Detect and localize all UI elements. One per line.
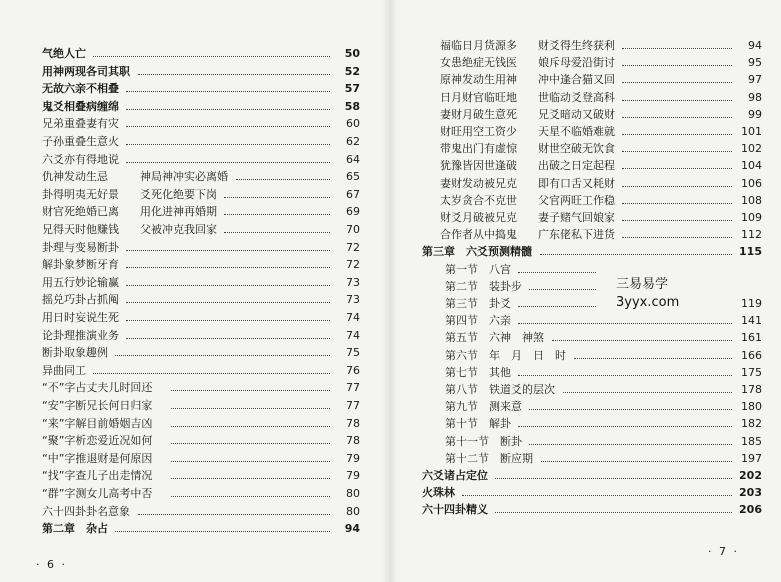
leader-dots — [541, 461, 732, 462]
toc-entry-page: 73 — [346, 293, 360, 307]
toc-entry-title: 无故六亲不相叠 — [42, 82, 119, 96]
leader-dots — [224, 232, 330, 233]
toc-entry-title: 女患绝症无钱医 — [440, 56, 517, 70]
toc-entry — [445, 433, 762, 451]
toc-entry-page: 80 — [346, 504, 360, 518]
leader-dots — [138, 74, 330, 75]
toc-entry — [42, 362, 360, 380]
leader-dots — [115, 355, 330, 356]
toc-entry-subtitle: 即有口舌又耗财 — [538, 176, 615, 190]
toc-entry-subtitle: 财爻得生终获利 — [538, 39, 615, 52]
toc-entry-title: 第八节 铁道爻的层次 — [445, 383, 555, 396]
leader-dots — [622, 100, 732, 101]
leader-dots — [622, 117, 732, 118]
leader-dots — [126, 320, 330, 321]
leader-dots — [622, 220, 732, 221]
toc-entry-title: 六爻诸占定位 — [422, 469, 488, 482]
toc-entry-subtitle: 广东佬私下进货 — [538, 228, 615, 242]
toc-entry-page: 50 — [344, 47, 360, 60]
toc-entry-title: 气绝人亡 — [42, 47, 86, 60]
toc-entry-title: 卦得明夷无好景 — [42, 187, 119, 201]
toc-entry — [42, 415, 360, 433]
toc-entry — [422, 243, 762, 261]
leader-dots — [126, 162, 330, 163]
toc-entry-title: 子孙重叠生意火 — [42, 135, 119, 148]
toc-entry-title: 摇兑巧卦占抓阄 — [42, 293, 119, 307]
leader-dots — [622, 168, 732, 169]
toc-entry-page: 99 — [748, 107, 762, 121]
toc-entry-page: 79 — [346, 469, 360, 483]
leader-dots — [138, 514, 330, 515]
toc-entry — [42, 344, 360, 362]
toc-entry-page: 72 — [346, 240, 360, 254]
leader-dots — [171, 478, 330, 479]
leader-dots — [171, 390, 330, 391]
toc-entry-title: 日月财官临旺地 — [440, 90, 517, 104]
toc-entry-page: 62 — [346, 135, 360, 148]
toc-entry-page: 203 — [739, 486, 762, 500]
toc-entry-subtitle: 冲中逢合猫又回 — [538, 73, 615, 87]
toc-entry-title: 妻财月破生意死 — [440, 107, 517, 121]
leader-dots — [115, 531, 330, 532]
watermark-line-2: 3yyx.com — [616, 295, 680, 310]
toc-entry-page: 74 — [346, 328, 360, 342]
toc-entry — [42, 291, 360, 309]
toc-entry-subtitle: 爻死化绝要下岗 — [140, 187, 217, 201]
toc-entry-page: 57 — [344, 82, 360, 96]
toc-entry-title: “群”字测女儿高考中否 — [42, 487, 153, 500]
leader-dots — [529, 409, 732, 410]
toc-entry-page: 98 — [748, 90, 762, 104]
leader-dots — [171, 426, 330, 427]
toc-entry-title: 第四节 六亲 — [445, 314, 511, 328]
toc-entry-subtitle: 用化进神再婚期 — [140, 205, 217, 219]
toc-entry-page: 60 — [346, 117, 360, 131]
toc-entry-title: 犹豫皆因世逢破 — [440, 159, 517, 173]
toc-entry-title: 第三节 卦爻 — [445, 297, 511, 310]
toc-entry-title: 鬼爻相叠病缠绵 — [42, 99, 119, 113]
toc-entry-title: 第三章 六爻预测精髓 — [422, 245, 532, 259]
toc-entry-page: 206 — [739, 503, 762, 517]
toc-entry-page: 69 — [346, 205, 360, 219]
toc-entry — [445, 329, 762, 347]
leader-dots — [622, 82, 732, 83]
toc-entry — [440, 106, 762, 124]
leader-dots — [563, 392, 732, 393]
toc-entry — [445, 450, 762, 468]
toc-entry-title: 财旺用空工资少 — [440, 125, 517, 138]
toc-entry — [42, 379, 360, 397]
toc-entry-page: 182 — [741, 417, 762, 431]
toc-entry-title: 用五行妙论输赢 — [42, 275, 119, 289]
toc-entry — [42, 63, 360, 81]
toc-entry-page: 101 — [741, 125, 762, 138]
toc-entry-page: 94 — [344, 522, 360, 536]
toc-entry — [440, 226, 762, 244]
leader-dots — [126, 302, 330, 303]
toc-entry — [440, 71, 762, 89]
toc-entry-page: 161 — [741, 331, 762, 345]
toc-entry — [445, 364, 762, 382]
toc-entry-title: 第九节 测来意 — [445, 400, 522, 414]
toc-entry — [440, 157, 762, 175]
toc-entry-page: 77 — [346, 399, 360, 412]
leader-dots — [552, 340, 732, 341]
toc-entry-title: “来”字解目前婚姻吉凶 — [42, 416, 153, 430]
toc-entry — [42, 203, 360, 221]
leader-dots — [93, 56, 330, 57]
leader-dots — [224, 197, 330, 198]
toc-entry-page: 77 — [346, 381, 360, 395]
toc-entry-title: 兄弟重叠妻有灾 — [42, 117, 119, 131]
toc-entry-title: 仇神发动生忌 — [42, 170, 108, 184]
leader-dots — [126, 109, 330, 110]
toc-entry — [440, 175, 762, 193]
toc-entry-page: 67 — [346, 187, 360, 201]
toc-entry-page: 78 — [346, 434, 360, 448]
leader-dots — [126, 250, 330, 251]
toc-entry-subtitle: 出破之日定起程 — [538, 159, 615, 173]
leader-dots — [126, 144, 330, 145]
toc-entry-title: 第十二节 断应期 — [445, 451, 533, 465]
toc-entry-title: 第二节 装卦步 — [445, 279, 522, 293]
toc-entry-title: 第五节 六神 神煞 — [445, 331, 544, 345]
toc-entry-title: 六十四卦精义 — [422, 503, 488, 517]
toc-entry-page: 94 — [748, 39, 762, 52]
toc-entry — [42, 274, 360, 292]
toc-entry-page: 76 — [346, 363, 360, 377]
toc-entry-title: “不”字占丈夫儿时回还 — [42, 381, 153, 395]
toc-entry-subtitle: 天星不临婚难就 — [538, 125, 615, 138]
toc-entry-page: 141 — [741, 314, 762, 328]
toc-entry — [42, 397, 360, 415]
toc-entry — [42, 151, 360, 169]
leader-dots — [126, 126, 330, 127]
toc-entry-title: 福临日月货源多 — [440, 39, 517, 52]
leader-dots — [518, 426, 732, 427]
leader-dots — [462, 495, 732, 496]
leader-dots — [126, 91, 330, 92]
toc-entry — [42, 239, 360, 257]
toc-entry — [422, 501, 762, 519]
leader-dots — [126, 338, 330, 339]
toc-entry — [445, 398, 762, 416]
toc-entry — [42, 186, 360, 204]
toc-entry-title: “找”字查儿子出走情况 — [42, 469, 153, 483]
toc-entry-title: 第二章 杂占 — [42, 522, 108, 536]
toc-entry-page: 79 — [346, 451, 360, 465]
toc-entry — [440, 209, 762, 227]
toc-entry-page: 58 — [344, 99, 360, 113]
toc-entry — [445, 381, 762, 399]
toc-entry-title: 第六节 年 月 日 时 — [445, 348, 566, 362]
toc-entry — [42, 115, 360, 133]
toc-entry — [445, 415, 762, 433]
toc-entry — [42, 432, 360, 450]
leader-dots — [126, 285, 330, 286]
toc-entry — [42, 327, 360, 345]
toc-entry-page: 109 — [741, 211, 762, 224]
toc-entry-title: 六爻亦有得地说 — [42, 152, 119, 166]
toc-entry-subtitle: 世临动爻登高科 — [538, 90, 615, 104]
toc-entry — [422, 467, 762, 485]
toc-entry-page: 104 — [741, 159, 762, 173]
toc-entry-page: 72 — [346, 258, 360, 272]
toc-entry-page: 80 — [346, 487, 360, 500]
toc-entry — [42, 45, 360, 63]
toc-entry-title: 第十一节 断卦 — [445, 434, 522, 448]
toc-entry-page: 73 — [346, 275, 360, 289]
toc-entry-page: 119 — [741, 297, 762, 310]
leader-dots — [574, 358, 732, 359]
watermark — [616, 276, 708, 312]
toc-entry — [440, 37, 762, 55]
toc-entry-page: 180 — [741, 400, 762, 414]
toc-entry-subtitle: 父官两旺工作稳 — [538, 193, 615, 207]
left-page — [0, 0, 390, 582]
toc-entry-page: 112 — [741, 228, 762, 242]
toc-entry-title: 原神发动生用神 — [440, 73, 517, 87]
toc-entry-page: 197 — [741, 451, 762, 465]
toc-entry-subtitle: 神局神冲实必离婚 — [140, 170, 228, 184]
toc-entry-title: 第一节 八宫 — [445, 262, 511, 276]
toc-entry-title: 异曲同工 — [42, 363, 86, 377]
toc-entry-page: 78 — [346, 416, 360, 430]
toc-entry-page: 108 — [741, 193, 762, 207]
toc-entry-page: 70 — [346, 223, 360, 236]
toc-entry-title: “中”字推退财是何原因 — [42, 451, 153, 465]
toc-entry-page: 64 — [346, 152, 360, 166]
toc-entry-page: 74 — [346, 311, 360, 324]
toc-entry — [42, 520, 360, 538]
toc-entry-page: 166 — [741, 348, 762, 362]
leader-dots — [622, 134, 732, 135]
toc-entry-page: 65 — [346, 170, 360, 184]
leader-dots — [622, 65, 732, 66]
toc-entry-subtitle: 娘斥母爱沿街讨 — [538, 56, 615, 70]
leader-dots — [93, 373, 330, 374]
leader-dots — [224, 214, 330, 215]
toc-entry-subtitle: 父被冲克我回家 — [140, 223, 217, 236]
leader-dots — [622, 186, 732, 187]
toc-entry — [42, 133, 360, 151]
toc-entry-page: 97 — [748, 73, 762, 87]
leader-dots — [622, 237, 732, 238]
toc-entry-page: 178 — [741, 383, 762, 396]
toc-entry — [42, 503, 360, 521]
toc-entry — [42, 221, 360, 239]
toc-entry-title: 解卦象梦断牙育 — [42, 258, 119, 272]
toc-entry-page: 106 — [741, 176, 762, 190]
toc-entry-title: 妻财发动被兄克 — [440, 176, 517, 190]
toc-entry — [440, 89, 762, 107]
toc-entry-title: 论卦理推演业务 — [42, 328, 119, 342]
toc-entry-page: 52 — [344, 64, 360, 78]
leader-dots — [529, 444, 732, 445]
toc-entry-page: 95 — [748, 56, 762, 70]
toc-entry-title: 火珠林 — [422, 486, 455, 500]
toc-entry-page: 185 — [741, 434, 762, 448]
toc-entry-title: 太岁贪合不克世 — [440, 193, 517, 207]
toc-entry-title: 第七节 其他 — [445, 365, 511, 379]
toc-entry — [440, 192, 762, 210]
leader-dots — [171, 408, 330, 409]
toc-entry — [445, 347, 762, 365]
leader-dots — [518, 375, 732, 376]
leader-dots — [518, 323, 732, 324]
leader-dots — [171, 443, 330, 444]
leader-dots — [495, 512, 732, 513]
toc-entry-title: 卦理与变易断卦 — [42, 240, 119, 254]
toc-entry-title: 断卦取象趣例 — [42, 346, 108, 360]
toc-entry — [440, 54, 762, 72]
leader-dots — [495, 478, 732, 479]
watermark-line-1: 三易易学 — [616, 277, 669, 292]
toc-entry-title: 用日时妄说生死 — [42, 311, 119, 324]
toc-entry-page: 75 — [346, 346, 360, 360]
toc-entry-title: “聚”字析恋爱近况如何 — [42, 434, 153, 448]
leader-dots — [622, 203, 732, 204]
toc-entry — [422, 484, 762, 502]
toc-entry — [42, 168, 360, 186]
toc-entry — [440, 140, 762, 158]
toc-entry-title: 第十节 解卦 — [445, 417, 511, 431]
leader-dots — [171, 461, 330, 462]
right-page-number: · 7 · — [708, 545, 739, 558]
toc-entry — [42, 98, 360, 116]
toc-entry-page: 102 — [741, 142, 762, 156]
toc-entry-title: 财爻月破被兄克 — [440, 211, 517, 224]
leader-dots — [126, 267, 330, 268]
toc-entry-title: 财官死绝婚已离 — [42, 205, 119, 219]
toc-entry-title: “安”字断兄长何日归家 — [42, 399, 153, 412]
toc-entry-title: 用神两现各司其职 — [42, 64, 130, 78]
toc-entry-subtitle: 兄爻暗动又破财 — [538, 107, 615, 121]
toc-entry — [42, 467, 360, 485]
toc-entry-title: 带鬼出门有虚惊 — [440, 142, 517, 156]
toc-entry-subtitle: 妻子赌气回娘家 — [538, 211, 615, 224]
toc-entry — [42, 80, 360, 98]
toc-entry-subtitle: 财世空破无饮食 — [538, 142, 615, 156]
leader-dots — [622, 48, 732, 49]
toc-entry — [440, 123, 762, 141]
toc-entry — [42, 309, 360, 327]
toc-entry-page: 175 — [741, 365, 762, 379]
left-page-number: · 6 · — [36, 558, 67, 571]
toc-entry-page: 115 — [739, 245, 762, 259]
toc-entry — [42, 485, 360, 503]
leader-dots — [171, 496, 330, 497]
toc-entry — [42, 256, 360, 274]
toc-entry-title: 合作者从中捣鬼 — [440, 228, 517, 242]
leader-dots — [622, 151, 732, 152]
toc-entry-title: 兄得天时他赚钱 — [42, 223, 119, 236]
toc-entry — [42, 450, 360, 468]
leader-dots — [540, 254, 732, 255]
toc-entry-title: 六十四卦卦名意象 — [42, 504, 130, 518]
leader-dots — [236, 179, 330, 180]
toc-entry-page: 202 — [739, 469, 762, 482]
